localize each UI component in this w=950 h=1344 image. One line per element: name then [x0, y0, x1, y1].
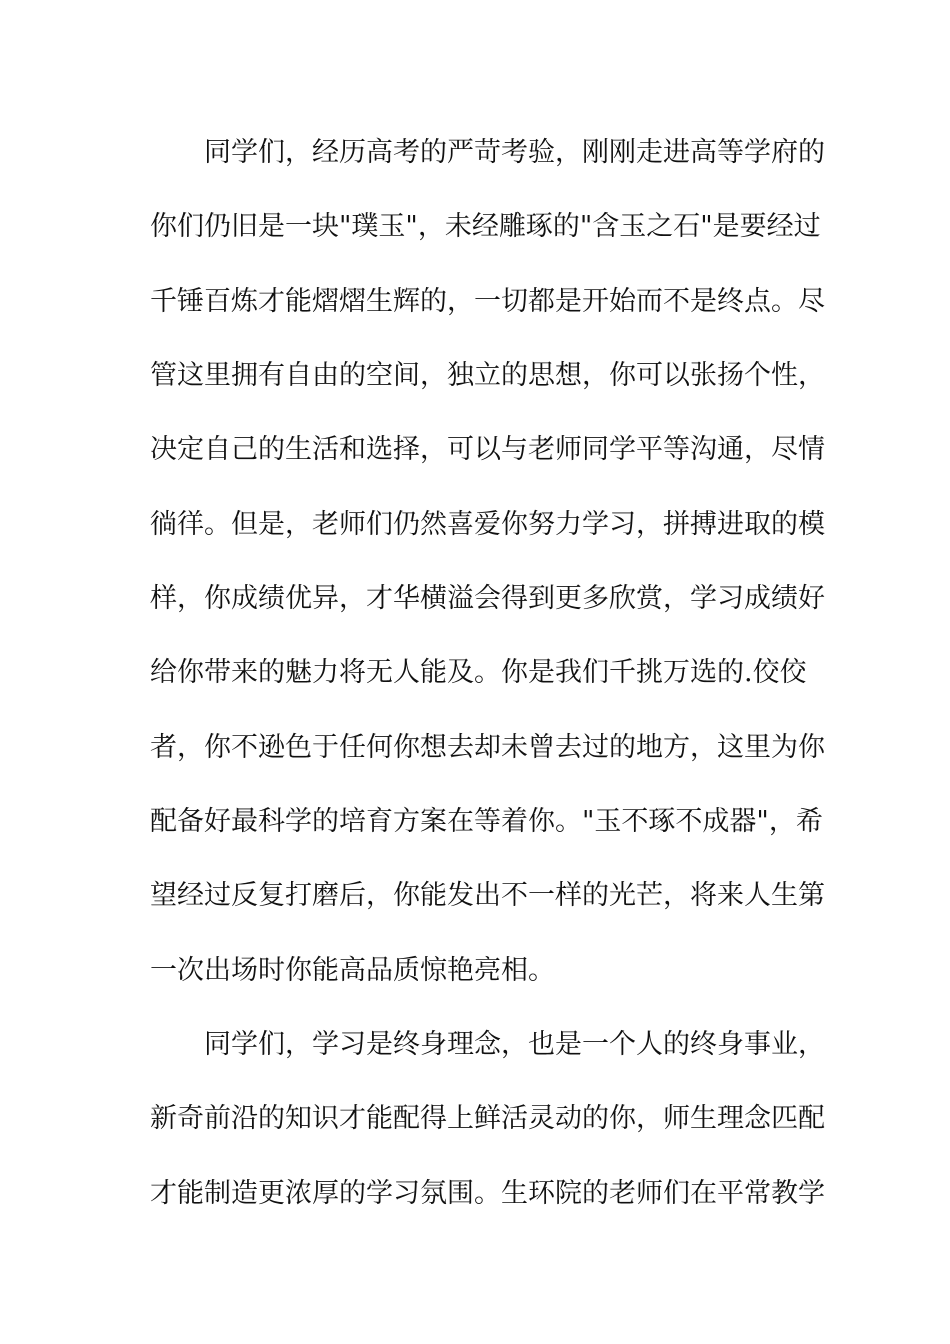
paragraph-1-line-7: 样，你成绩优异，才华横溢会得到更多欣赏，学习成绩好: [150, 583, 825, 614]
paragraph-1-line-11: 望经过反复打磨后，你能发出不一样的光芒，将来人生第: [150, 880, 825, 911]
paragraph-2-line-1: 同学们，学习是终身理念，也是一个人的终身事业，: [204, 1029, 825, 1060]
paragraph-1-line-12: 一次出场时你能高品质惊艳亮相。: [150, 955, 555, 986]
paragraph-1-line-2: 你们仍旧是一块"璞玉"，未经雕琢的"含玉之石"是要经过: [150, 211, 821, 242]
paragraph-1-line-10: 配备好最科学的培育方案在等着你。"玉不琢不成器"，希: [150, 806, 823, 837]
paragraph-1-line-4: 管这里拥有自由的空间，独立的思想，你可以张扬个性，: [150, 360, 825, 391]
paragraph-1-line-8: 给你带来的魅力将无人能及。你是我们千挑万选的.佼佼: [150, 657, 807, 688]
paragraph-1-line-1: 同学们，经历高考的严苛考验，刚刚走进高等学府的: [204, 137, 825, 168]
paragraph-1-line-6: 徜徉。但是，老师们仍然喜爱你努力学习，拼搏进取的模: [150, 509, 825, 540]
paragraph-1-line-5: 决定自己的生活和选择，可以与老师同学平等沟通，尽情: [150, 434, 825, 465]
paragraph-1-line-9: 者，你不逊色于任何你想去却未曾去过的地方，这里为你: [150, 732, 825, 763]
paragraph-2-line-2: 新奇前沿的知识才能配得上鲜活灵动的你，师生理念匹配: [150, 1103, 825, 1134]
paragraph-2-line-3: 才能制造更浓厚的学习氛围。生环院的老师们在平常教学: [150, 1178, 825, 1209]
paragraph-1-line-3: 千锤百炼才能熠熠生辉的，一切都是开始而不是终点。尽: [150, 286, 825, 317]
